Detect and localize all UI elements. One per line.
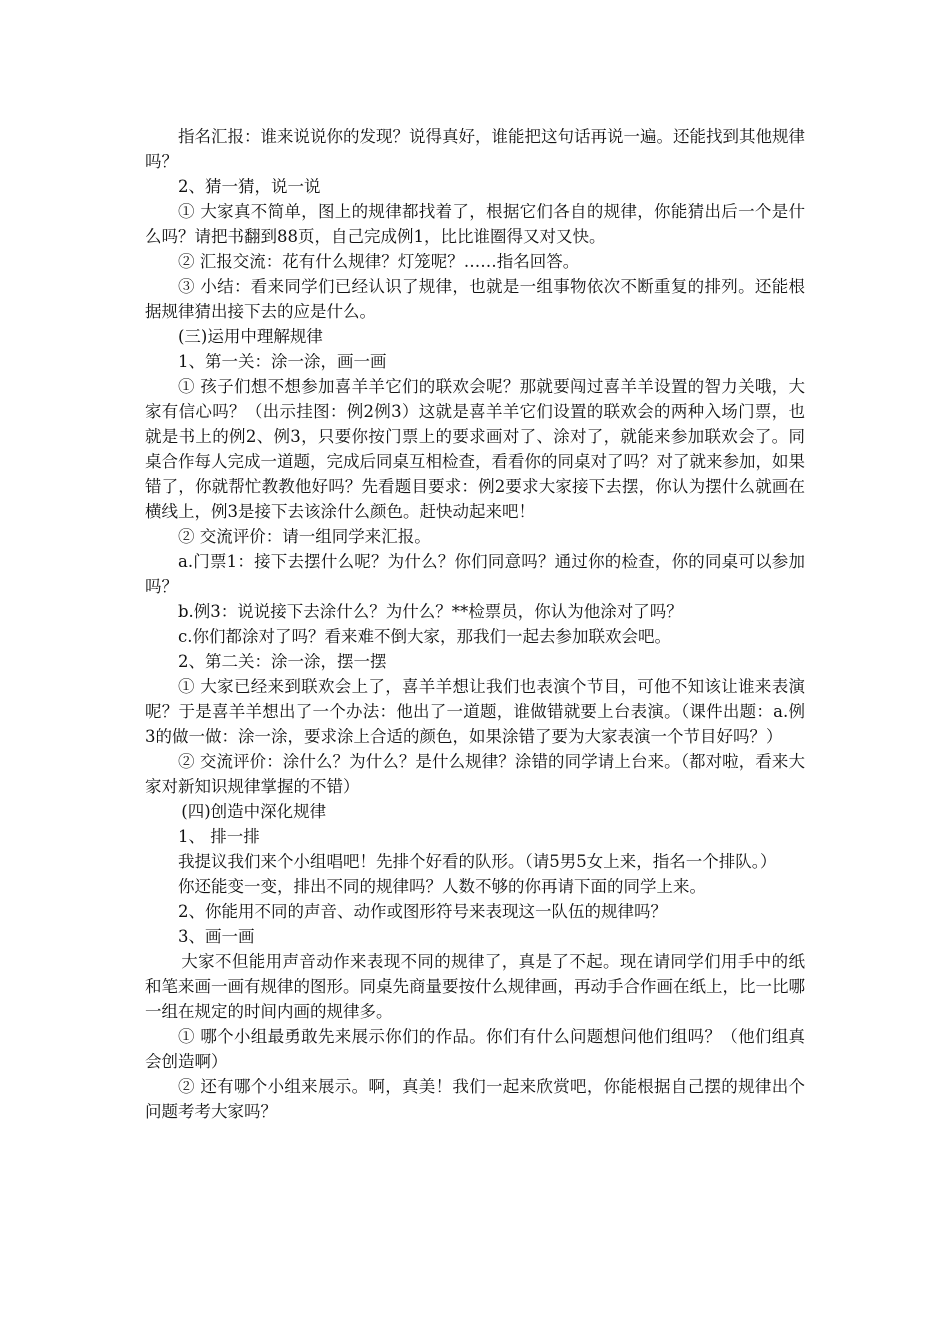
- paragraph-party-tickets: ① 孩子们想不想参加喜羊羊它们的联欢会呢？那就要闯过喜羊羊设置的智力关哦，大家有信心吗？（出示挂图：例2例3）这就是喜羊羊它们设置的联欢会的两种入场门票，也就是书上的例2、例3，只要你按门票上的要求画对了、涂对了，就能来参加联欢会了。同桌合作每人完成一道题，完成后同桌互相检查，看看你的同桌对了吗？对了就来参加，如果错了，你就帮忙教教他好吗？先看题目要求：例2要求大家接下去摆，你认为摆什么就画在横线上，例3是接下去该涂什么颜色。赶快动起来吧！: [145, 377, 805, 521]
- paragraph-report-exchange: ② 汇报交流：花有什么规律？灯笼呢？……指名回答。: [178, 252, 580, 271]
- paragraph-guess-next: ① 大家真不简单，图上的规律都找着了，根据它们各自的规律，你能猜出后一个是什么吗？请把书翻到88页，自己完成例1，比比谁圈得又对又快。: [145, 202, 805, 246]
- paragraph-change-pattern: 你还能变一变，排出不同的规律吗？人数不够的你再请下面的同学上来。: [178, 877, 706, 896]
- heading-level-two: 2、第二关：涂一涂，摆一摆: [178, 652, 387, 671]
- paragraph-show-work: ① 哪个小组最勇敢先来展示你们的作品。你们有什么问题想问他们组吗？（他们组真会创造啊）: [145, 1027, 805, 1071]
- paragraph-all-correct: c.你们都涂对了吗？看来难不倒大家，那我们一起去参加联欢会吧。: [178, 627, 671, 646]
- paragraph-perform: ① 大家已经来到联欢会上了，喜羊羊想让我们也表演个节目，可他不知该让谁来表演呢？于是喜羊羊想出了一个办法：他出了一道题，谁做错就要上台表演。（课件出题：a.例3的做一做：涂一涂，要求涂上合适的颜色，如果涂错了要为大家表演一个节目好吗？）: [145, 677, 805, 746]
- paragraph-more-show: ② 还有哪个小组来展示。啊，真美！我们一起来欣赏吧，你能根据自己摆的规律出个问题考考大家吗？: [145, 1077, 805, 1121]
- paragraph-ticket-one: a.门票1：接下去摆什么呢？为什么？你们同意吗？通过你的检查，你的同桌可以参加吗？: [145, 552, 805, 596]
- heading-level-one: 1、第一关：涂一涂，画一画: [178, 352, 387, 371]
- heading-arrange: 1、 排一排: [178, 827, 260, 846]
- heading-guess-say: 2、猜一猜，说一说: [178, 177, 321, 196]
- paragraph-group-sing: 我提议我们来个小组唱吧！先排个好看的队形。（请5男5女上来，指名一个排队。）: [178, 852, 777, 871]
- paragraph-draw-pattern: 大家不但能用声音动作来表现不同的规律了，真是了不起。现在请同学们用手中的纸和笔来画一画有规律的图形。同桌先商量要按什么规律画，再动手合作画在纸上，比一比哪一组在规定的时间内画的规律多。: [145, 952, 805, 1021]
- paragraph-report: 指名汇报：谁来说说你的发现？说得真好，谁能把这句话再说一遍。还能找到其他规律吗？: [145, 127, 805, 171]
- paragraph-example-three: b.例3：说说接下去涂什么？为什么？**检票员，你认为他涂对了吗？: [178, 602, 683, 621]
- paragraph-sound-motion: 2、你能用不同的声音、动作或图形符号来表现这一队伍的规律吗？: [178, 902, 667, 921]
- paragraph-exchange-eval: ② 交流评价：请一组同学来汇报。: [178, 527, 431, 546]
- heading-section-four: (四)创造中深化规律: [181, 802, 327, 821]
- paragraph-summary: ③ 小结：看来同学们已经认识了规律，也就是一组事物依次不断重复的排列。还能根据规律猜出接下去的应是什么。: [145, 277, 805, 321]
- heading-draw: 3、画一画: [178, 927, 255, 946]
- document-body: [145, 124, 805, 1124]
- paragraph-exchange-eval-two: ② 交流评价：涂什么？为什么？是什么规律？涂错的同学请上台来。（都对啦，看来大家对新知识规律掌握的不错）: [145, 752, 805, 796]
- heading-section-three: (三)运用中理解规律: [178, 327, 323, 346]
